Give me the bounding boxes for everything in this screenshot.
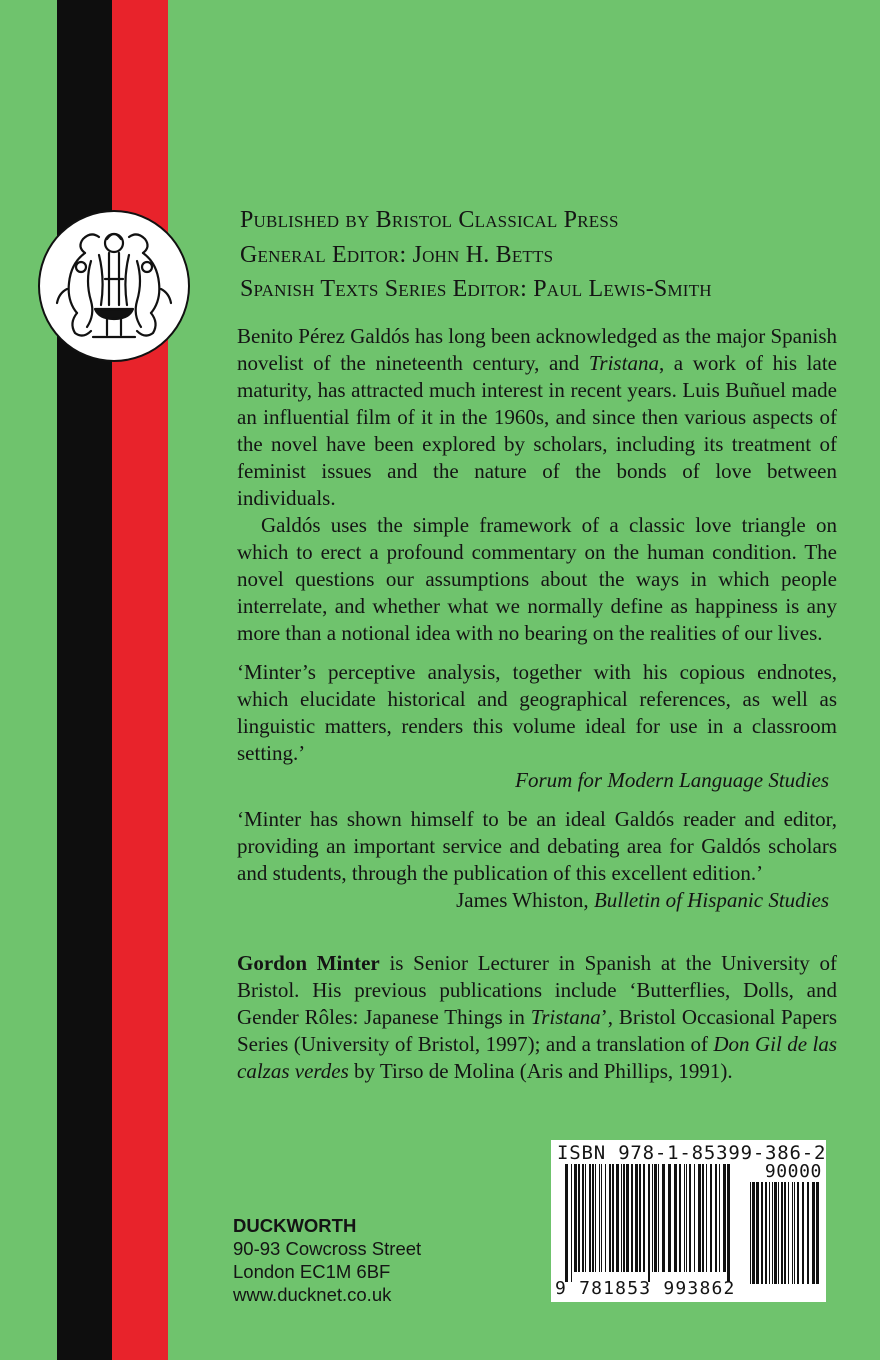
barcode-bar <box>612 1164 614 1272</box>
barcode-bar <box>794 1182 795 1284</box>
barcode-bar <box>686 1164 687 1272</box>
spine-stripe-red <box>112 0 168 1360</box>
barcode-bar <box>816 1182 819 1284</box>
barcode-bar <box>778 1182 779 1284</box>
barcode-bar <box>674 1164 677 1272</box>
author-name: Gordon Minter <box>237 951 380 975</box>
barcode-bar <box>626 1164 629 1272</box>
barcode-bar <box>574 1164 577 1272</box>
barcode-bar <box>635 1164 638 1272</box>
barcode-bar <box>812 1182 815 1284</box>
barcode-bar <box>592 1164 594 1272</box>
barcode-bar <box>652 1164 653 1272</box>
isbn-number: ISBN 978-1-85399-386-2 <box>557 1142 827 1164</box>
barcode-bar <box>784 1182 786 1284</box>
spine-stripe-black <box>57 0 112 1360</box>
isbn-barcode <box>551 1140 826 1302</box>
barcode-bar <box>727 1164 730 1282</box>
barcode-bar <box>662 1164 665 1272</box>
review-journal: Forum for Modern Language Studies <box>515 768 829 792</box>
barcode-bar <box>715 1164 717 1272</box>
bio-title: Tristana <box>530 1005 601 1029</box>
blurb-text: , a work of his late maturity, has attracted much interest in recent years. Luis Buñuel made an influential film of it in the 1960s, and since then various aspects of the novel have been explored by scholars, including its treatment of feminist issues and the nature of the bonds of love between individuals. <box>237 351 837 510</box>
barcode-bar <box>565 1164 568 1282</box>
publisher-website: www.ducknet.co.uk <box>233 1284 392 1305</box>
ean-digits: 9 781853 993862 <box>555 1278 736 1299</box>
bio-text: ’, Bristol Occasional Papers Series (University of Bristol, 1997); and a translation of <box>237 1005 838 1056</box>
review-source-2 <box>237 887 837 914</box>
publisher-credits <box>240 203 850 307</box>
barcode-bar <box>702 1164 704 1272</box>
address-city: London EC1M 6BF <box>233 1261 391 1282</box>
barcode-bar <box>752 1182 755 1284</box>
addon-barcode-bars <box>748 1182 820 1294</box>
barcode-bar <box>578 1164 580 1272</box>
barcode-bar <box>719 1164 720 1272</box>
barcode-bar <box>582 1164 584 1272</box>
barcode-bar <box>689 1164 691 1272</box>
barcode-bar <box>706 1164 707 1272</box>
barcode-bar <box>710 1164 712 1272</box>
barcode-bar <box>772 1182 773 1284</box>
book-title: Tristana <box>588 351 659 375</box>
barcode-bar <box>792 1182 793 1284</box>
barcode-bar <box>769 1182 770 1284</box>
barcode-bar <box>595 1164 596 1272</box>
barcode-bar <box>643 1164 645 1272</box>
barcode-bar <box>788 1182 789 1284</box>
address-street: 90-93 Cowcross Street <box>233 1238 422 1259</box>
barcode-bar <box>621 1164 622 1272</box>
barcode-bar <box>601 1164 602 1272</box>
ean-barcode-bars <box>563 1164 733 1282</box>
author-bio <box>237 950 837 1085</box>
barcode-bar <box>774 1182 777 1284</box>
barcode-bar <box>750 1182 751 1284</box>
barcode-bar <box>639 1164 641 1272</box>
review-journal: Bulletin of Hispanic Studies <box>593 888 829 912</box>
barcode-bar <box>698 1164 701 1272</box>
barcode-bar <box>571 1164 572 1282</box>
publisher-line: Published by Bristol Classical Press <box>240 207 619 233</box>
barcode-bar <box>599 1164 600 1272</box>
barcode-bar <box>756 1182 759 1284</box>
review-quote-2: ‘Minter has shown himself to be an ideal Galdós reader and editor, providing an important service and debating area for Galdós scholars and students, through the publication of this excellent edition.’ <box>237 807 837 885</box>
barcode-bar <box>797 1182 799 1284</box>
barcode-bar <box>658 1164 659 1272</box>
bio-text: is Senior Lecturer in Spanish at the University of Bristol. His previous publications include ‘Butterflies, Dolls, and Gender Rôles: Japanese Things in <box>237 951 838 1029</box>
bio-text: by Tirso de Molina (Aris and Phillips, 1991). <box>348 1059 733 1083</box>
barcode-bar <box>694 1164 695 1272</box>
publisher-address <box>233 1214 421 1306</box>
barcode-bar <box>679 1164 681 1272</box>
general-editor-line: General Editor: John H. Betts <box>240 241 554 268</box>
blurb-paragraph-2: Galdós uses the simple framework of a classic love triangle on which to erect a profound commentary on the human condition. The novel questions our assumptions about the ways in which people interrelate, and whether what we normally define as happiness is any more than a notional idea with no bearing on the realities of our lives. <box>237 513 837 645</box>
barcode-bar <box>589 1164 591 1272</box>
barcode-bar <box>609 1164 611 1272</box>
review-source-1 <box>237 767 837 794</box>
barcode-bar <box>781 1182 783 1284</box>
barcode-bar <box>585 1164 586 1272</box>
barcode-bar <box>623 1164 625 1272</box>
barcode-bar <box>631 1164 633 1272</box>
series-editor-line: Spanish Texts Series Editor: Paul Lewis-Smith <box>240 276 712 302</box>
classical-figures-emblem-icon <box>37 209 191 363</box>
back-cover-text <box>237 323 837 1085</box>
publisher-name: DUCKWORTH <box>233 1215 357 1236</box>
barcode-bar <box>668 1164 671 1272</box>
price-code: 90000 <box>764 1161 822 1182</box>
bio-title: Don Gil de las calzas verdes <box>237 1032 837 1083</box>
barcode-bar <box>802 1182 804 1284</box>
barcode-bar <box>605 1164 606 1272</box>
blurb-text: Benito Pérez Galdós has long been acknowledged as the major Spanish novelist of the nineteenth century, and <box>237 324 837 375</box>
barcode-bar <box>765 1182 767 1284</box>
review-author: James Whiston, <box>456 888 594 912</box>
barcode-bar <box>807 1182 809 1284</box>
barcode-bar <box>684 1164 685 1272</box>
barcode-bar <box>648 1164 650 1282</box>
barcode-bar <box>723 1164 726 1272</box>
blurb-paragraph-1 <box>237 323 837 512</box>
barcode-bar <box>616 1164 619 1272</box>
barcode-bar <box>654 1164 657 1272</box>
review-quote-1: ‘Minter’s perceptive analysis, together with his copious endnotes, which elucidate historical and geographical references, as well as linguistic matters, renders this volume ideal for use in a classroom setting.’ <box>237 660 837 765</box>
barcode-bar <box>761 1182 763 1284</box>
